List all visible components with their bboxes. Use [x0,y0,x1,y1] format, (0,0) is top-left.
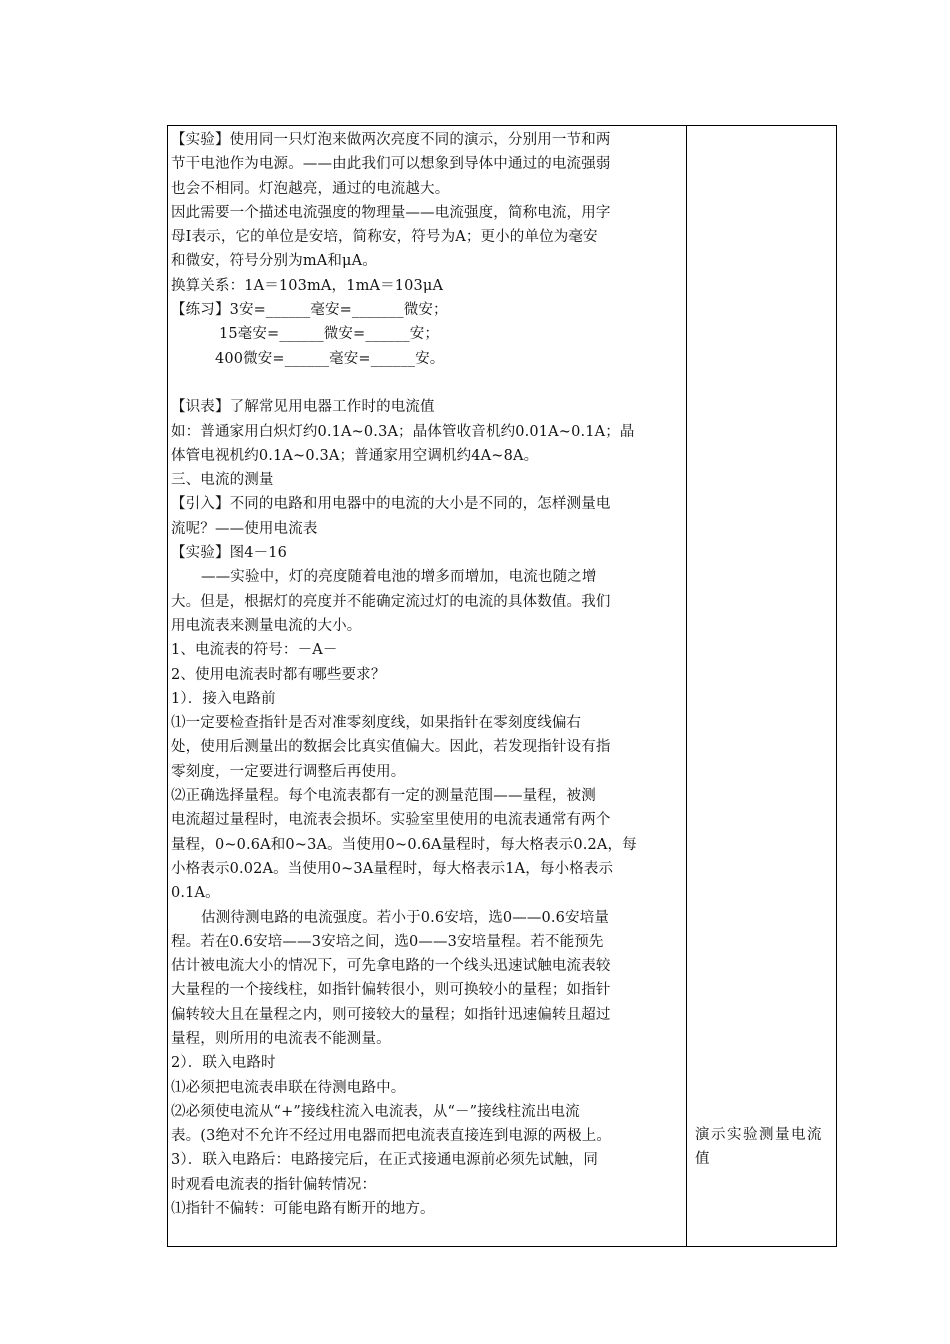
text-line: 3）．联入电路后：电路接完后，在正式接通电源前必须先试触，同 [171,1152,598,1169]
text-line: 如：普通家用白炽灯约0.1A~0.3A；晶体管收音机约0.01A~0.1A；晶 [171,423,635,440]
blank-line [171,371,683,395]
text-line: 【实验】使用同一只灯泡来做两次亮度不同的演示，分别用一节和两 [171,132,611,148]
text-line: 偏转较大且在量程之内，则可接较大的量程；如指针迅速偏转且超过 [171,1006,611,1023]
text-line: 【识表】了解常见用电器工作时的电流值 [171,399,435,416]
text-line: 处，使用后测量出的数据会比真实值偏大。因此，若发现指针设有指 [171,739,611,756]
text-line: ⑴指针不偏转：可能电路有断开的地方。 [171,1201,435,1218]
text-line: 估计被电流大小的情况下，可先拿电路的一个线头迅速试触电流表较 [171,958,611,975]
text-line: 2、使用电流表时都有哪些要求？ [171,666,386,683]
text-line: 大。但是，根据灯的亮度并不能确定流过灯的电流的具体数值。我们 [171,593,611,610]
text-line: 小格表示0.02A。当使用0~3A量程时，每大格表示1A，每小格表示 [171,860,614,877]
text-line: 因此需要一个描述电流强度的物理量——电流强度，简称电流，用字 [171,204,611,221]
text-line: 零刻度，一定要进行调整后再使用。 [171,763,406,780]
text-line: 0.1A。 [171,885,220,902]
text-line: 量程，0~0.6A和0~3A。当使用0~0.6A量程时，每大格表示0.2A，每 [171,836,637,853]
text-line: 也会不相同。灯泡越亮，通过的电流越大。 [171,180,450,197]
text-line: 程。若在0.6安培——3安培之间，选0——3安培量程。若不能预先 [171,933,604,950]
text-line: 1、电流表的符号：－A－ [171,642,338,659]
text-line: 时观看电流表的指针偏转情况： [171,1176,377,1193]
text-line: 表。(3绝对不允许不经过用电器而把电流表直接连到电源的两极上。 [171,1128,612,1145]
side-note: 演示实验测量电流值 [695,1127,823,1167]
text-line: 三、电流的测量 [171,472,274,489]
text-line: 15毫安=______微安=______安； [219,326,440,343]
text-line: 流呢？——使用电流表 [171,520,318,537]
content-column [168,126,687,1246]
text-line: 量程，则所用的电流表不能测量。 [171,1030,391,1047]
text-line: 【引入】不同的电路和用电器中的电流的大小是不同的，怎样测量电 [171,496,611,513]
notes-column [687,126,836,1246]
text-line: 【练习】3安=______毫安=_______微安； [171,302,448,319]
text-line: 2）．联入电路时 [171,1055,276,1072]
text-line: 400微安=______毫安=______安。 [215,350,445,367]
text-line: 大量程的一个接线柱，如指针偏转很小，则可换较小的量程；如指针 [171,982,611,999]
text-line: 换算关系：1A＝103mA，1mA＝103μA [171,277,444,294]
text-line: 和微安，符号分别为mA和μA。 [171,253,377,270]
text-line: 估测待测电路的电流强度。若小于0.6安培，选0——0.6安培量 [201,909,609,926]
text-line: 节干电池作为电源。——由此我们可以想象到导体中通过的电流强弱 [171,156,611,173]
text-line: 体管电视机约0.1A~0.3A；普通家用空调机约4A~8A。 [171,447,539,464]
text-line: ⑵必须使电流从“+”接线柱流入电流表，从“－”接线柱流出电流 [171,1103,580,1120]
text-line: ——实验中，灯的亮度随着电池的增多而增加，电流也随之增 [201,569,597,586]
text-line: 1）．接入电路前 [171,690,276,707]
text-line: ⑵正确选择量程。每个电流表都有一定的测量范围——量程，被测 [171,788,596,805]
text-line: 【实验】图4－16 [171,545,288,562]
text-line: ⑴必须把电流表串联在待测电路中。 [171,1079,406,1096]
text-line: ⑴一定要检查指针是否对准零刻度线，如果指针在零刻度线偏右 [171,715,582,732]
text-line: 母Ⅰ表示，它的单位是安培，简称安，符号为A；更小的单位为毫安 [171,229,598,246]
text-line: 电流超过量程时，电流表会损坏。实验室里使用的电流表通常有两个 [171,812,611,829]
text-line: 用电流表来测量电流的大小。 [171,617,362,634]
lesson-table [167,125,837,1247]
